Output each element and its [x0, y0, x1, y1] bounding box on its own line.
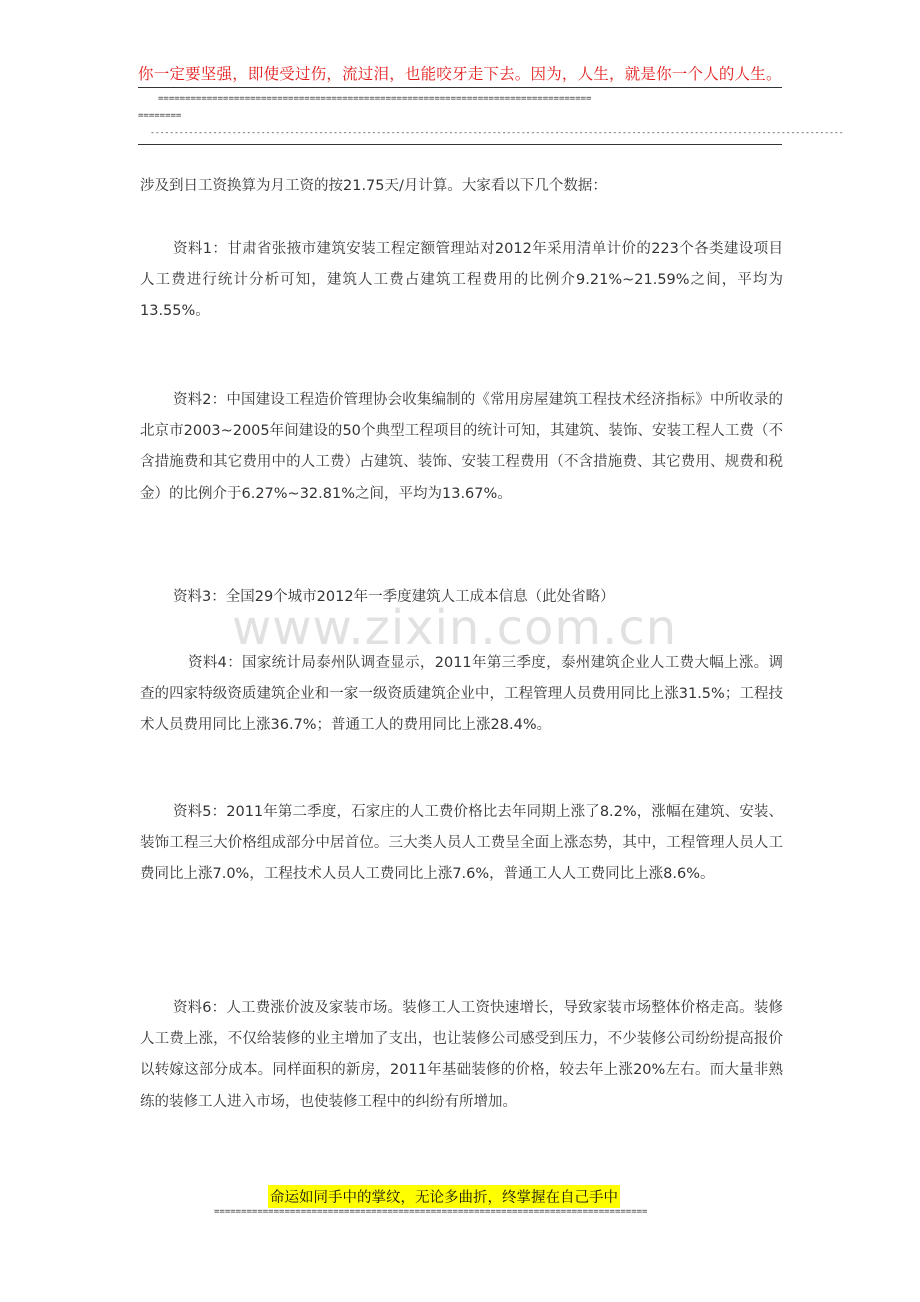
- paragraph-source-1: 资料1：甘肃省张掖市建筑安装工程定额管理站对2012年采用清单计价的223个各类建设项目人工费进行统计分析可知，建筑人工费占建筑工程费用的比例介9.21%~21.59%之间，平均为13.55%。: [140, 241, 783, 320]
- header-equals-line-tail: ========: [138, 111, 182, 121]
- header-equals-line: ================================================================================: [158, 94, 592, 104]
- footer-equals-line: ================================================================================: [214, 1207, 648, 1217]
- header-rule-bottom: [138, 144, 782, 145]
- intro-paragraph: 涉及到日工资换算为月工资的按21.75天/月计算。大家看以下几个数据：: [140, 178, 607, 194]
- paragraph-source-2: 资料2：中国建设工程造价管理协会收集编制的《常用房屋建筑工程技术经济指标》中所收录的北京市2003~2005年间建设的50个典型工程项目的统计可知，其建筑、装饰、安装工程人工费（不含措施费和其它费用中的人工费）占建筑、装饰、安装工程费用（不含措施费、其它费用、规费和税金）的比例介于6.27%~32.81%之间，平均为13.67%。: [140, 392, 783, 502]
- paragraph-source-5: 资料5：2011年第二季度，石家庄的人工费价格比去年同期上涨了8.2%，涨幅在建筑、安装、装饰工程三大价格组成部分中居首位。三大类人员人工费呈全面上涨态势，其中，工程管理人员人工费同比上涨7.0%，工程技术人员人工费同比上涨7.6%，普通工人人工费同比上涨8.6%。: [140, 804, 783, 883]
- header-quote: 你一定要坚强，即使受过伤，流过泪，也能咬牙走下去。因为，人生，就是你一个人的人生。: [138, 65, 782, 83]
- header-dash-line: ------------------------------------------------------------------------------------------------------------------------------------------------: [150, 128, 844, 137]
- paragraph-source-4: 资料4：国家统计局泰州队调查显示，2011年第三季度，泰州建筑企业人工费大幅上涨。调查的四家特级资质建筑企业和一家一级资质建筑企业中，工程管理人员费用同比上涨31.5%；工程技术人员费用同比上涨36.7%；普通工人的费用同比上涨28.4%。: [140, 655, 783, 734]
- header-rule-top: [138, 87, 782, 88]
- paragraph-source-6: 资料6：人工费涨价波及家装市场。装修工人工资快速增长，导致家装市场整体价格走高。装修人工费上涨，不仅给装修的业主增加了支出，也让装修公司感受到压力，不少装修公司纷纷提高报价以转嫁这部分成本。同样面积的新房，2011年基础装修的价格，较去年上涨20%左右。而大量非熟练的装修工人进入市场，也使装修工程中的纠纷有所增加。: [140, 1000, 783, 1110]
- watermark: www.zixin.com.cn: [232, 600, 678, 656]
- footer-quote: 命运如同手中的掌纹，无论多曲折，终掌握在自己手中: [268, 1185, 620, 1208]
- paragraph-source-3: 资料3：全国29个城市2012年一季度建筑人工成本信息（此处省略）: [173, 589, 615, 605]
